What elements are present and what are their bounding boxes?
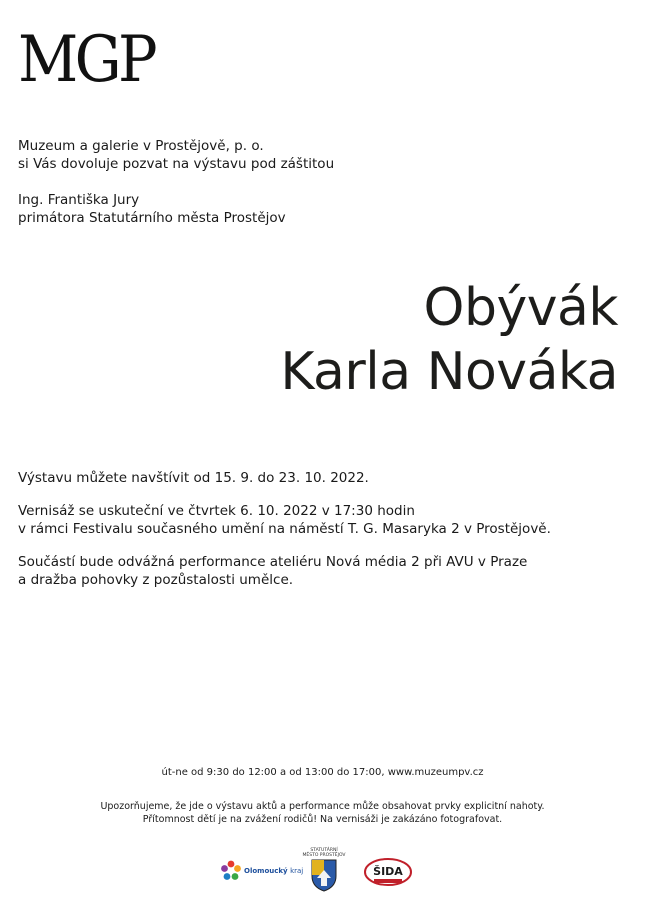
- sida-text: ŠIDA: [373, 865, 403, 878]
- title-line-2: Karla Nováka: [280, 342, 618, 402]
- sida-logo: [363, 856, 413, 888]
- vernissage-line-2: v rámci Festivalu současného umění na náměstí T. G. Masaryka 2 v Prostějově.: [18, 521, 551, 537]
- olomoucky-rest: kraj: [290, 867, 304, 875]
- exhibition-title: [280, 276, 618, 404]
- content-notice: [0, 800, 645, 826]
- partner-logos: [0, 848, 645, 896]
- prostejov-city-logo: [300, 848, 348, 892]
- sida-badge-icon: [363, 856, 413, 888]
- invitation-intro: [18, 137, 334, 227]
- vernissage-line-1: Vernisáž se uskuteční ve čtvrtek 6. 10. 2022 v 17:30 hodin: [18, 503, 415, 519]
- mgp-logo: MGP: [18, 23, 154, 97]
- intro-line-invite: si Vás dovoluje pozvat na výstavu pod záštitou: [18, 156, 335, 172]
- title-line-1: Obývák: [423, 278, 618, 338]
- performance-line-2: a dražba pohovky z pozůstalosti umělce.: [18, 572, 294, 588]
- olomoucky-kraj-logo: [220, 860, 303, 882]
- notice-line-2: Přítomnost dětí je na zvážení rodičů! Na vernisáži je zakázáno fotografovat.: [142, 814, 503, 825]
- olomoucky-kraj-name: [244, 867, 303, 875]
- prostejov-caption-2: MĚSTO PROSTĚJOV: [302, 853, 346, 858]
- performance-line-1: Součástí bude odvážná performance ateliéru Nová média 2 při AVU v Praze: [18, 554, 528, 570]
- olomoucky-flower-icon: [220, 860, 242, 882]
- visit-dates: Výstavu můžete navštívit od 15. 9. do 23. 10. 2022.: [18, 470, 369, 486]
- intro-line-patron: Ing. Františka Jury: [18, 192, 140, 208]
- olomoucky-bold: Olomoucký: [244, 867, 288, 875]
- exhibition-details: [18, 469, 618, 604]
- intro-line-patron-role: primátora Statutárního města Prostějov: [18, 210, 286, 226]
- intro-line-museum: Muzeum a galerie v Prostějově, p. o.: [18, 138, 264, 154]
- prostejov-coat-of-arms-icon: [310, 858, 338, 892]
- notice-line-1: Upozorňujeme, že jde o výstavu aktů a performance může obsahovat prvky explicitní nahoty.: [100, 801, 545, 812]
- opening-hours: út-ne od 9:30 do 12:00 a od 13:00 do 17:00, www.muzeumpv.cz: [161, 767, 484, 778]
- vernissage-info: [18, 502, 618, 538]
- performance-info: [18, 553, 618, 589]
- prostejov-caption-1: STATUTÁRNÍ: [310, 848, 338, 853]
